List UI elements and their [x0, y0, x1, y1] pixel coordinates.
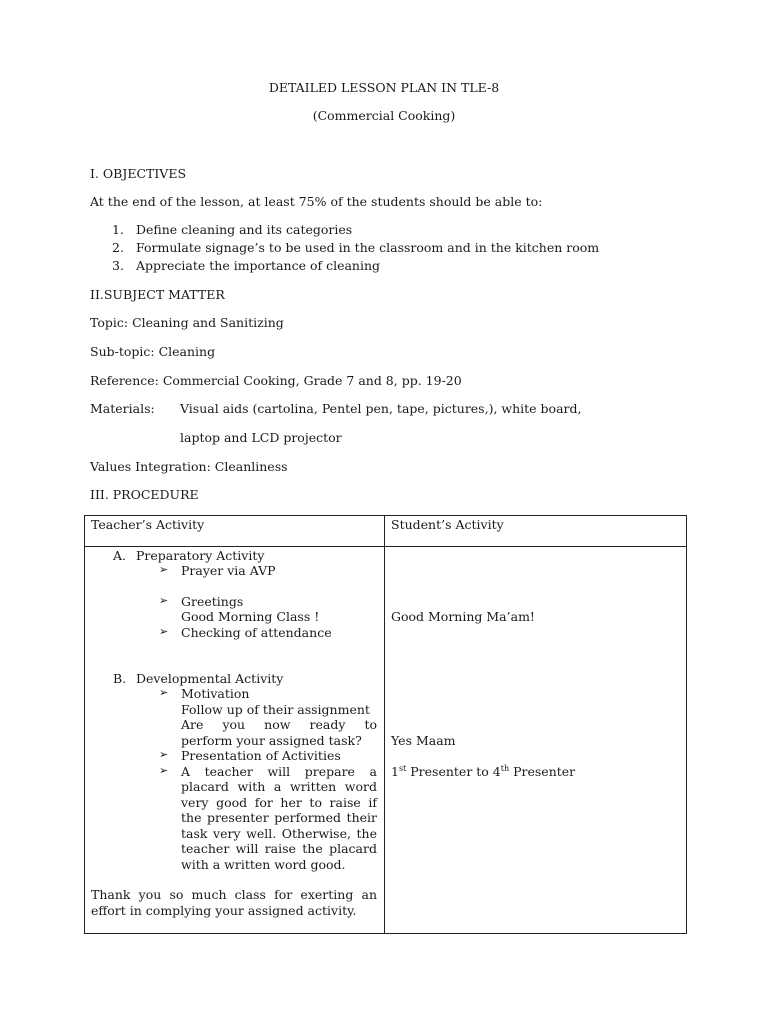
- bullet-arrow-icon: ➢: [159, 594, 169, 607]
- student-activity-header: Student’s Activity: [391, 517, 504, 532]
- section-letter: A.: [113, 548, 127, 563]
- bullet-arrow-icon: ➢: [159, 764, 169, 777]
- closing-remark: Thank you so much class for exerting an: [91, 887, 377, 902]
- materials-line: laptop and LCD projector: [180, 430, 342, 445]
- section-title: Developmental Activity: [136, 671, 284, 686]
- materials-label: Materials:: [90, 401, 155, 416]
- activity-item: Greetings: [181, 594, 244, 609]
- procedure-heading: III. PROCEDURE: [90, 487, 199, 502]
- header-cell: [385, 516, 687, 547]
- activity-detail: placard with a written word: [181, 779, 377, 794]
- bullet-arrow-icon: ➢: [159, 563, 169, 576]
- teacher-activity-header: Teacher’s Activity: [91, 517, 205, 532]
- activity-detail: very good for her to raise if: [181, 795, 377, 810]
- teacher-activity-cell: [85, 547, 385, 934]
- header-cell: [85, 516, 385, 547]
- values-integration-line: Values Integration: Cleanliness: [90, 459, 288, 474]
- document-subtitle: (Commercial Cooking): [312, 108, 456, 123]
- student-activity-cell: [385, 547, 687, 934]
- subtopic-line: Sub-topic: Cleaning: [90, 344, 216, 359]
- table-row: [85, 547, 687, 934]
- objective-item: Define cleaning and its categories: [136, 222, 353, 237]
- section-letter: B.: [113, 671, 127, 686]
- student-response: Good Morning Ma’am!: [391, 609, 535, 624]
- materials-line: Visual aids (cartolina, Pentel pen, tape, pictures,), white board,: [180, 401, 582, 416]
- activity-item: Motivation: [181, 686, 250, 701]
- objectives-intro: At the end of the lesson, at least 75% of the students should be able to:: [90, 194, 543, 209]
- student-response: 1st Presenter to 4th Presenter: [391, 763, 576, 779]
- subject-matter-heading: II.SUBJECT MATTER: [90, 287, 225, 302]
- activity-detail: teacher will raise the placard: [181, 841, 377, 856]
- activity-detail: Are you now ready to: [181, 717, 377, 732]
- bullet-arrow-icon: ➢: [159, 686, 169, 699]
- activity-item: Checking of attendance: [181, 625, 332, 640]
- objective-number: 3.: [112, 258, 124, 273]
- student-response: Yes Maam: [391, 733, 456, 748]
- bullet-arrow-icon: ➢: [159, 625, 169, 638]
- table-header-row: [85, 516, 687, 547]
- activity-detail: A teacher will prepare a: [181, 764, 377, 779]
- objectives-heading: I. OBJECTIVES: [90, 166, 187, 181]
- activity-detail: task very well. Otherwise, the: [181, 826, 377, 841]
- objective-item: Appreciate the importance of cleaning: [136, 258, 381, 273]
- document-title: DETAILED LESSON PLAN IN TLE-8: [268, 80, 500, 95]
- activity-detail: the presenter performed their: [181, 810, 377, 825]
- reference-line: Reference: Commercial Cooking, Grade 7 and 8, pp. 19-20: [90, 373, 462, 388]
- objective-number: 2.: [112, 240, 124, 255]
- objective-item: Formulate signage’s to be used in the classroom and in the kitchen room: [136, 240, 600, 255]
- activity-item: Prayer via AVP: [181, 563, 276, 578]
- activity-detail: Follow up of their assignment: [181, 702, 370, 717]
- activity-detail: Good Morning Class !: [181, 609, 320, 624]
- procedure-table: [84, 515, 687, 934]
- activity-detail: with a written word good.: [181, 857, 346, 872]
- activity-item: Presentation of Activities: [181, 748, 341, 763]
- bullet-arrow-icon: ➢: [159, 748, 169, 761]
- activity-detail: perform your assigned task?: [181, 733, 362, 748]
- topic-line: Topic: Cleaning and Sanitizing: [90, 315, 284, 330]
- closing-remark: effort in complying your assigned activity.: [91, 903, 357, 918]
- section-title: Preparatory Activity: [136, 548, 265, 563]
- objective-number: 1.: [112, 222, 124, 237]
